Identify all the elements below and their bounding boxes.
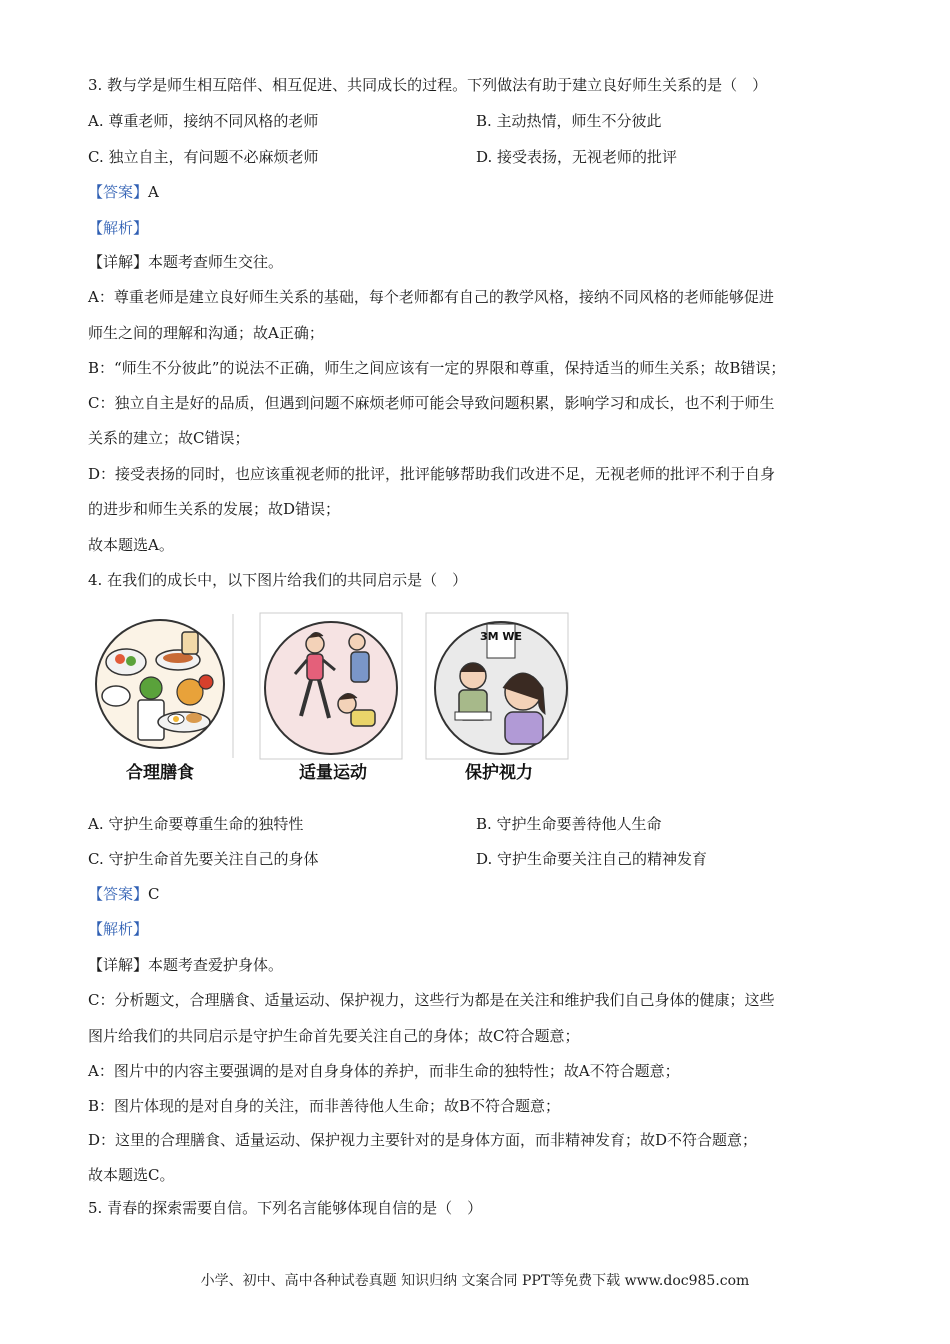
q3-line-8: 故本题选A。 [88,536,174,554]
figure-exercise [259,612,407,762]
answer-value: A [148,183,159,201]
caption-food: 合理膳食 [126,763,194,783]
q3-analysis-tag: 【解析】 [88,219,149,237]
q3-line-4: C：独立自主是好的品质，但遇到问题不麻烦老师可能会导致问题积累，影响学习和成长，也不利于师生 [88,394,775,412]
q3-line-1: A：尊重老师是建立良好师生关系的基础，每个老师都有自己的教学风格，接纳不同风格的老师能够促进 [88,288,774,306]
q4-line-2: 图片给我们的共同启示是守护生命首先要关注自己的身体；故C符合题意； [88,1027,580,1045]
detail-tag: 【详解】 [88,956,149,974]
caption-exercise: 适量运动 [299,763,367,783]
exercise-icon [259,612,407,762]
eye-care-icon [425,612,573,762]
q4-line-5: D：这里的合理膳食、适量运动、保护视力主要针对的是身体方面，而非精神发育；故D不符合题意； [88,1131,758,1149]
detail-intro: 本题考查爱护身体。 [148,956,284,974]
q4-answer [88,884,160,904]
q3-option-d: D. 接受表扬，无视老师的批评 [476,148,678,166]
q3-option-a: A. 尊重老师，接纳不同风格的老师 [88,112,319,130]
detail-tag: 【详解】 [88,253,149,271]
q3-stem: 3. 教与学是师生相互陪伴、相互促进、共同成长的过程。下列做法有助于建立良好师生关系的是（ ） [88,76,768,94]
figure-food [86,612,234,762]
q5-stem: 5. 青春的探索需要自信。下列名言能够体现自信的是（ ） [88,1199,483,1217]
detail-intro: 本题考查师生交往。 [148,253,284,271]
answer-value: C [148,885,160,903]
q4-line-1: C：分析题文，合理膳食、适量运动、保护视力，这些行为都是在关注和维护我们自己身体的健康；这些 [88,991,775,1009]
answer-tag: 【答案】 [88,885,149,903]
q4-line-3: A：图片中的内容主要强调的是对自身身体的养护，而非生命的独特性；故A不符合题意； [88,1062,680,1080]
q3-line-2: 师生之间的理解和沟通；故A正确； [88,324,324,342]
q4-detail [88,955,283,975]
q4-option-c: C. 守护生命首先要关注自己的身体 [88,850,319,868]
q4-analysis-tag: 【解析】 [88,920,149,938]
q4-stem: 4. 在我们的成长中，以下图片给我们的共同启示是（ ） [88,571,468,589]
food-plate-icon [86,612,234,762]
q3-line-3: B：“师生不分彼此”的说法不正确，师生之间应该有一定的界限和尊重，保持适当的师生关系；故B错误； [88,359,786,377]
caption-eye-care: 保护视力 [465,763,533,783]
q3-answer [88,182,159,202]
q4-option-d: D. 守护生命要关注自己的精神发育 [476,850,708,868]
answer-tag: 【答案】 [88,183,149,201]
figure-eye-care [425,612,573,762]
q3-detail [88,252,283,272]
q4-option-a: A. 守护生命要尊重生命的独特性 [88,815,304,833]
q4-option-b: B. 守护生命要善待他人生命 [476,815,662,833]
eye-chart-text: 3M WE [479,630,523,643]
q3-line-5: 关系的建立；故C错误； [88,429,250,447]
q3-option-b: B. 主动热情，师生不分彼此 [476,112,662,130]
q4-line-4: B：图片体现的是对自身的关注，而非善待他人生命；故B不符合题意； [88,1097,561,1115]
q3-line-6: D：接受表扬的同时，也应该重视老师的批评，批评能够帮助我们改进不足，无视老师的批评不利于自身 [88,465,776,483]
q3-option-c: C. 独立自主，有问题不必麻烦老师 [88,148,319,166]
page-footer: 小学、初中、高中各种试卷真题 知识归纳 文案合同 PPT等免费下载 www.doc985.com [200,1273,750,1289]
q4-line-6: 故本题选C。 [88,1166,175,1184]
q3-line-7: 的进步和师生关系的发展；故D错误； [88,500,341,518]
